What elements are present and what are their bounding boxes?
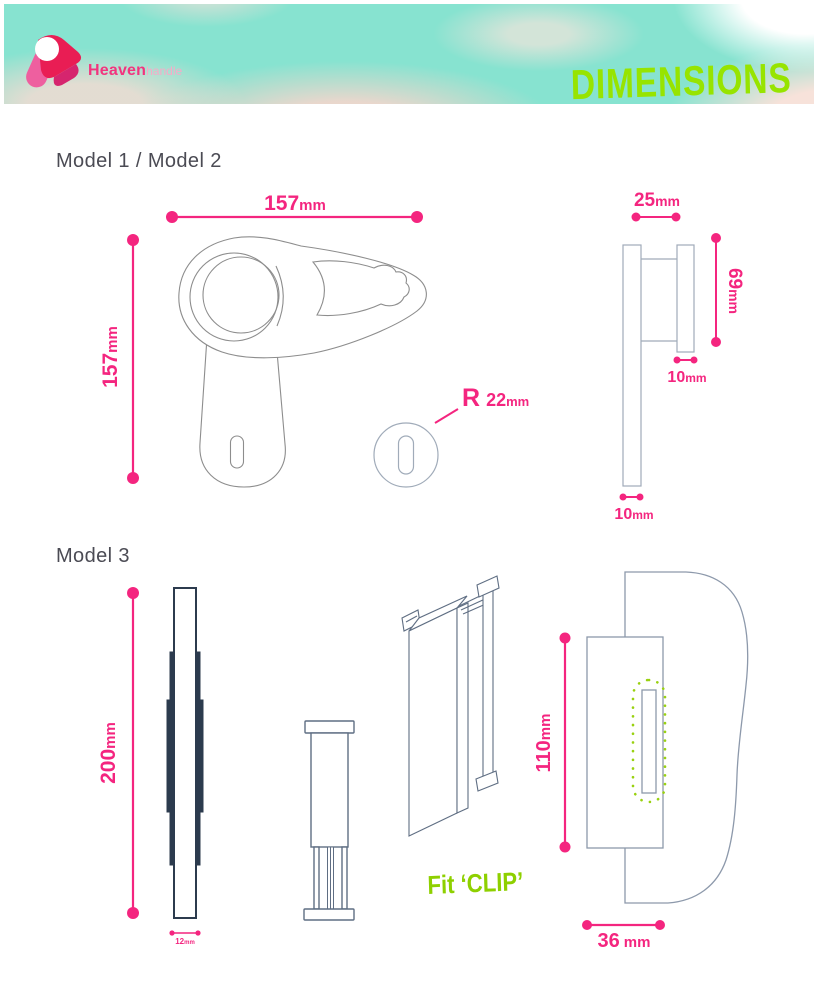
dim-dot xyxy=(560,842,571,853)
bar-thickness-dim-label: 10mm xyxy=(667,369,707,386)
dim-dot xyxy=(620,494,627,501)
page-title: DIMENSIONS xyxy=(570,54,792,109)
bar3d-front-face xyxy=(409,608,457,836)
plate-height-dim-label: 110mm xyxy=(533,713,555,773)
model3-profile-bar-drawing xyxy=(167,588,203,918)
height-dim-label: 157mm xyxy=(99,326,122,388)
dim-dot xyxy=(127,234,139,246)
brand-suffix: handle xyxy=(146,64,183,78)
dim-dot xyxy=(674,357,681,364)
bar-width-dim-label: 12mm xyxy=(175,937,195,946)
brand-name: Heaven xyxy=(88,62,147,79)
side-plate xyxy=(623,245,641,486)
model3-clip-2d-drawing xyxy=(304,721,354,920)
dim-dot xyxy=(195,930,200,935)
dim-dot xyxy=(169,930,174,935)
dim-dot xyxy=(127,472,139,484)
clip-body xyxy=(311,733,348,847)
dim-dot xyxy=(691,357,698,364)
side-height-dim-label: 69mm xyxy=(724,267,745,315)
clip-top-cap xyxy=(305,721,354,733)
bar3d-rail xyxy=(483,588,493,787)
side-width-dim-label: 25mm xyxy=(633,190,681,211)
dim-dot xyxy=(411,211,423,223)
dim-dot xyxy=(582,920,592,930)
model12-side-view-drawing xyxy=(623,245,694,486)
clip-leg-left xyxy=(314,847,319,909)
fit-clip-label: Fit ‘CLIP’ xyxy=(427,866,524,901)
side-grip-bar xyxy=(677,245,694,352)
width-dim-label: 157mm xyxy=(264,192,326,215)
model3-heading: Model 3 xyxy=(56,545,130,567)
dim-dot xyxy=(637,494,644,501)
clip-bottom-cap xyxy=(304,909,354,920)
dim-dot xyxy=(711,233,721,243)
dim-dot xyxy=(560,633,571,644)
handle-outer-outline xyxy=(179,237,427,358)
plate-width-dim-label: 36 mm xyxy=(597,930,651,952)
length-dim-label: 200mm xyxy=(97,722,120,784)
bar-body xyxy=(174,588,196,918)
clip-leg-right xyxy=(342,847,347,909)
dim-dot xyxy=(127,907,139,919)
escutcheon-drawing xyxy=(374,423,438,487)
model3-clip-3d-drawing xyxy=(402,576,499,836)
dim-dot xyxy=(711,337,721,347)
dim-dot xyxy=(655,920,665,930)
radius-leader-line xyxy=(435,409,458,423)
dim-dot xyxy=(672,213,681,222)
model3-dhandle-drawing xyxy=(587,572,748,903)
dhandle-mount-plate xyxy=(587,637,663,848)
bar3d-right-face xyxy=(457,603,468,813)
dim-dot xyxy=(127,587,139,599)
dim-dot xyxy=(632,213,641,222)
escutcheon-circle xyxy=(374,423,438,487)
radius-dim-label: R 22mm xyxy=(462,384,530,412)
dim-dot xyxy=(166,211,178,223)
plate-thickness-dim-label: 10mm xyxy=(614,506,654,523)
model12-heading: Model 1 / Model 2 xyxy=(56,150,222,172)
